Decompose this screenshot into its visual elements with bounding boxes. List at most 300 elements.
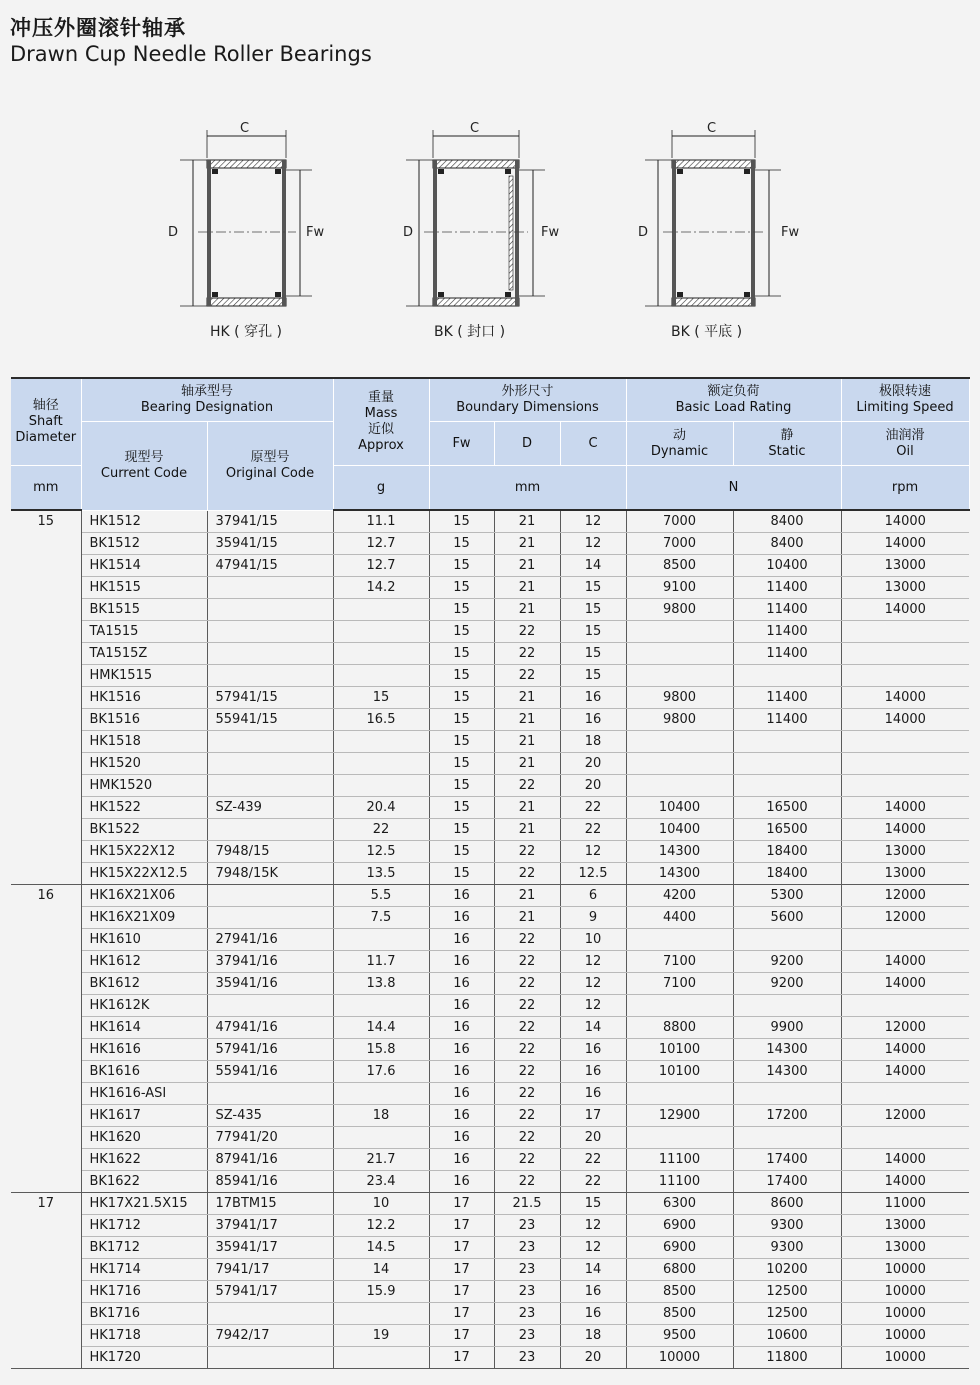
dynamic-load-cell: 4400 <box>626 907 733 929</box>
dynamic-load-cell: 7000 <box>626 510 733 533</box>
table-row <box>11 797 969 819</box>
fw-cell: 16 <box>429 973 494 995</box>
fw-cell: 15 <box>429 577 494 599</box>
static-load-cell: 8400 <box>733 510 841 533</box>
static-load-cell: 11400 <box>733 687 841 709</box>
dynamic-load-cell: 8500 <box>626 1303 733 1325</box>
table-row <box>11 687 969 709</box>
static-load-cell: 17400 <box>733 1149 841 1171</box>
d-cell: 23 <box>494 1237 560 1259</box>
mass-cell: 14.4 <box>333 1017 429 1039</box>
original-code-cell <box>207 907 333 929</box>
static-load-cell: 16500 <box>733 819 841 841</box>
current-code-cell: HK1518 <box>81 731 207 753</box>
d-cell: 21 <box>494 819 560 841</box>
fw-cell: 16 <box>429 1171 494 1193</box>
dynamic-load-cell <box>626 775 733 797</box>
d-cell: 21 <box>494 797 560 819</box>
bk-closed-diagram <box>403 121 559 340</box>
dynamic-load-cell: 7000 <box>626 533 733 555</box>
table-row <box>11 885 969 907</box>
current-code-cell: HK15X22X12.5 <box>81 863 207 885</box>
current-code-cell: BK1712 <box>81 1237 207 1259</box>
current-code-cell: BK1522 <box>81 819 207 841</box>
original-code-cell: 85941/16 <box>207 1171 333 1193</box>
original-code-cell: 37941/15 <box>207 510 333 533</box>
fw-cell: 17 <box>429 1347 494 1369</box>
table-row <box>11 1303 969 1325</box>
c-cell: 22 <box>560 1171 626 1193</box>
dynamic-load-cell: 10100 <box>626 1039 733 1061</box>
fw-cell: 15 <box>429 731 494 753</box>
table-row <box>11 599 969 621</box>
mass-cell: 18 <box>333 1105 429 1127</box>
static-load-cell: 14300 <box>733 1061 841 1083</box>
mass-cell: 15.9 <box>333 1281 429 1303</box>
table-row <box>11 577 969 599</box>
static-load-cell: 16500 <box>733 797 841 819</box>
current-code-cell: HMK1520 <box>81 775 207 797</box>
dynamic-load-cell: 11100 <box>626 1171 733 1193</box>
mass-cell <box>333 1347 429 1369</box>
static-load-cell <box>733 929 841 951</box>
table-row <box>11 863 969 885</box>
oil-speed-cell: 14000 <box>841 797 969 819</box>
mass-cell: 22 <box>333 819 429 841</box>
table-row <box>11 621 969 643</box>
mass-cell: 15.8 <box>333 1039 429 1061</box>
table-row <box>11 775 969 797</box>
c-cell: 15 <box>560 621 626 643</box>
fw-cell: 17 <box>429 1193 494 1215</box>
dynamic-load-cell: 9800 <box>626 709 733 731</box>
d-cell: 22 <box>494 973 560 995</box>
diagram-caption: BK ( 平底 ) <box>671 324 743 340</box>
page-title-en: Drawn Cup Needle Roller Bearings <box>10 42 372 66</box>
fw-cell: 16 <box>429 929 494 951</box>
static-load-cell: 9300 <box>733 1237 841 1259</box>
table-row <box>11 665 969 687</box>
col-c-header: C <box>560 422 626 466</box>
mass-cell <box>333 731 429 753</box>
table-row <box>11 1061 969 1083</box>
dynamic-load-cell <box>626 995 733 1017</box>
col-static-header: 静 Static <box>733 422 841 466</box>
d-cell: 21 <box>494 885 560 907</box>
fw-cell: 15 <box>429 533 494 555</box>
c-cell: 10 <box>560 929 626 951</box>
dynamic-load-cell: 10400 <box>626 797 733 819</box>
shaft-diameter-cell: 17 <box>11 1193 81 1369</box>
unit-load: N <box>626 466 841 511</box>
mass-cell: 10 <box>333 1193 429 1215</box>
table-row <box>11 1325 969 1347</box>
current-code-cell: HK1622 <box>81 1149 207 1171</box>
static-load-cell: 9200 <box>733 973 841 995</box>
static-load-cell: 8600 <box>733 1193 841 1215</box>
table-row <box>11 533 969 555</box>
fw-cell: 15 <box>429 687 494 709</box>
c-cell: 16 <box>560 1061 626 1083</box>
oil-speed-cell: 10000 <box>841 1347 969 1369</box>
oil-speed-cell: 10000 <box>841 1281 969 1303</box>
dynamic-load-cell: 4200 <box>626 885 733 907</box>
static-load-cell: 9900 <box>733 1017 841 1039</box>
c-cell: 12 <box>560 510 626 533</box>
original-code-cell: 35941/16 <box>207 973 333 995</box>
current-code-cell: TA1515 <box>81 621 207 643</box>
c-cell: 22 <box>560 797 626 819</box>
c-cell: 16 <box>560 709 626 731</box>
oil-speed-cell <box>841 929 969 951</box>
current-code-cell: TA1515Z <box>81 643 207 665</box>
current-code-cell: HK1617 <box>81 1105 207 1127</box>
current-code-cell: HK1714 <box>81 1259 207 1281</box>
col-current-code-header: 现型号 Current Code <box>81 422 207 511</box>
d-cell: 22 <box>494 1105 560 1127</box>
bearing-diagram-svg <box>0 120 980 350</box>
table-row <box>11 995 969 1017</box>
unit-speed: rpm <box>841 466 969 511</box>
dynamic-load-cell <box>626 621 733 643</box>
table-row <box>11 1127 969 1149</box>
c-cell: 15 <box>560 577 626 599</box>
oil-speed-cell: 14000 <box>841 1149 969 1171</box>
mass-cell: 15 <box>333 687 429 709</box>
current-code-cell: HK1718 <box>81 1325 207 1347</box>
table-row <box>11 1149 969 1171</box>
fw-cell: 16 <box>429 1039 494 1061</box>
c-cell: 22 <box>560 819 626 841</box>
static-load-cell <box>733 1083 841 1105</box>
original-code-cell: 7948/15K <box>207 863 333 885</box>
fw-cell: 15 <box>429 599 494 621</box>
c-cell: 14 <box>560 1259 626 1281</box>
oil-speed-cell: 12000 <box>841 885 969 907</box>
oil-speed-cell: 10000 <box>841 1325 969 1347</box>
dynamic-load-cell: 6300 <box>626 1193 733 1215</box>
original-code-cell: 7948/15 <box>207 841 333 863</box>
oil-speed-cell: 12000 <box>841 1105 969 1127</box>
c-cell: 9 <box>560 907 626 929</box>
original-code-cell: 7941/17 <box>207 1259 333 1281</box>
original-code-cell: 7942/17 <box>207 1325 333 1347</box>
oil-speed-cell <box>841 1083 969 1105</box>
c-cell: 20 <box>560 1347 626 1369</box>
bearing-diagrams <box>0 120 980 350</box>
fw-cell: 16 <box>429 1083 494 1105</box>
static-load-cell: 17200 <box>733 1105 841 1127</box>
mass-cell <box>333 643 429 665</box>
oil-speed-cell <box>841 775 969 797</box>
d-cell: 22 <box>494 995 560 1017</box>
c-cell: 12.5 <box>560 863 626 885</box>
d-cell: 21 <box>494 599 560 621</box>
diagram-caption: HK ( 穿孔 ) <box>210 324 282 340</box>
current-code-cell: HK1612K <box>81 995 207 1017</box>
oil-speed-cell: 14000 <box>841 951 969 973</box>
fw-cell: 15 <box>429 863 494 885</box>
static-load-cell <box>733 731 841 753</box>
table-row <box>11 841 969 863</box>
table-row <box>11 709 969 731</box>
mass-cell: 12.2 <box>333 1215 429 1237</box>
d-cell: 22 <box>494 929 560 951</box>
c-cell: 12 <box>560 951 626 973</box>
original-code-cell: 37941/17 <box>207 1215 333 1237</box>
oil-speed-cell: 10000 <box>841 1303 969 1325</box>
oil-speed-cell: 13000 <box>841 1215 969 1237</box>
d-cell: 23 <box>494 1347 560 1369</box>
d-cell: 21 <box>494 577 560 599</box>
table-row <box>11 1347 969 1369</box>
col-load-header: 额定负荷 Basic Load Rating <box>626 378 841 422</box>
current-code-cell: HK1522 <box>81 797 207 819</box>
current-code-cell: HK1616 <box>81 1039 207 1061</box>
c-cell: 18 <box>560 1325 626 1347</box>
d-cell: 22 <box>494 863 560 885</box>
d-cell: 21 <box>494 731 560 753</box>
dim-d-label: D <box>403 225 414 240</box>
current-code-cell: BK1516 <box>81 709 207 731</box>
oil-speed-cell: 14000 <box>841 1039 969 1061</box>
static-load-cell: 10400 <box>733 555 841 577</box>
original-code-cell: 27941/16 <box>207 929 333 951</box>
current-code-cell: HK1515 <box>81 577 207 599</box>
oil-speed-cell <box>841 643 969 665</box>
fw-cell: 15 <box>429 665 494 687</box>
unit-shaft: mm <box>11 466 81 511</box>
oil-speed-cell: 13000 <box>841 1237 969 1259</box>
oil-speed-cell <box>841 621 969 643</box>
table-row <box>11 555 969 577</box>
d-cell: 22 <box>494 643 560 665</box>
original-code-cell: 35941/17 <box>207 1237 333 1259</box>
oil-speed-cell <box>841 665 969 687</box>
d-cell: 22 <box>494 841 560 863</box>
table-row <box>11 1237 969 1259</box>
col-d-header: D <box>494 422 560 466</box>
hk-through-diagram <box>168 121 324 340</box>
c-cell: 12 <box>560 995 626 1017</box>
current-code-cell: BK1515 <box>81 599 207 621</box>
mass-cell: 11.1 <box>333 510 429 533</box>
c-cell: 16 <box>560 687 626 709</box>
d-cell: 21 <box>494 907 560 929</box>
original-code-cell: SZ-439 <box>207 797 333 819</box>
c-cell: 15 <box>560 599 626 621</box>
table-row <box>11 1281 969 1303</box>
current-code-cell: BK1616 <box>81 1061 207 1083</box>
c-cell: 16 <box>560 1303 626 1325</box>
c-cell: 15 <box>560 643 626 665</box>
table-row <box>11 731 969 753</box>
d-cell: 23 <box>494 1303 560 1325</box>
mass-cell <box>333 599 429 621</box>
fw-cell: 17 <box>429 1325 494 1347</box>
current-code-cell: HK1712 <box>81 1215 207 1237</box>
oil-speed-cell: 13000 <box>841 577 969 599</box>
original-code-cell <box>207 643 333 665</box>
fw-cell: 15 <box>429 841 494 863</box>
original-code-cell <box>207 665 333 687</box>
mass-cell: 12.7 <box>333 555 429 577</box>
c-cell: 20 <box>560 753 626 775</box>
c-cell: 12 <box>560 533 626 555</box>
current-code-cell: HK1716 <box>81 1281 207 1303</box>
dynamic-load-cell: 11100 <box>626 1149 733 1171</box>
d-cell: 22 <box>494 1149 560 1171</box>
oil-speed-cell: 12000 <box>841 907 969 929</box>
original-code-cell <box>207 753 333 775</box>
dynamic-load-cell: 9800 <box>626 687 733 709</box>
original-code-cell <box>207 621 333 643</box>
oil-speed-cell: 14000 <box>841 709 969 731</box>
col-designation-header: 轴承型号 Bearing Designation <box>81 378 333 422</box>
dynamic-load-cell: 6900 <box>626 1237 733 1259</box>
original-code-cell: 57941/16 <box>207 1039 333 1061</box>
static-load-cell: 8400 <box>733 533 841 555</box>
d-cell: 21 <box>494 687 560 709</box>
mass-cell <box>333 1127 429 1149</box>
fw-cell: 17 <box>429 1281 494 1303</box>
d-cell: 23 <box>494 1215 560 1237</box>
dynamic-load-cell <box>626 1083 733 1105</box>
c-cell: 22 <box>560 1149 626 1171</box>
static-load-cell: 14300 <box>733 1039 841 1061</box>
mass-cell <box>333 929 429 951</box>
table-row <box>11 1017 969 1039</box>
oil-speed-cell: 14000 <box>841 819 969 841</box>
d-cell: 22 <box>494 951 560 973</box>
fw-cell: 15 <box>429 510 494 533</box>
dynamic-load-cell <box>626 731 733 753</box>
dynamic-load-cell <box>626 643 733 665</box>
d-cell: 22 <box>494 1039 560 1061</box>
fw-cell: 15 <box>429 753 494 775</box>
fw-cell: 15 <box>429 621 494 643</box>
static-load-cell: 17400 <box>733 1171 841 1193</box>
mass-cell <box>333 665 429 687</box>
oil-speed-cell: 14000 <box>841 510 969 533</box>
fw-cell: 17 <box>429 1259 494 1281</box>
c-cell: 12 <box>560 1237 626 1259</box>
current-code-cell: HK15X22X12 <box>81 841 207 863</box>
mass-cell <box>333 995 429 1017</box>
mass-cell <box>333 1303 429 1325</box>
static-load-cell: 5600 <box>733 907 841 929</box>
original-code-cell: 57941/15 <box>207 687 333 709</box>
c-cell: 12 <box>560 1215 626 1237</box>
current-code-cell: BK1716 <box>81 1303 207 1325</box>
table-row <box>11 1259 969 1281</box>
static-load-cell: 12500 <box>733 1281 841 1303</box>
shaft-diameter-cell: 16 <box>11 885 81 1193</box>
current-code-cell: HK16X21X06 <box>81 885 207 907</box>
oil-speed-cell: 13000 <box>841 555 969 577</box>
static-load-cell: 11400 <box>733 599 841 621</box>
dynamic-load-cell: 6900 <box>626 1215 733 1237</box>
mass-cell: 20.4 <box>333 797 429 819</box>
original-code-cell: 37941/16 <box>207 951 333 973</box>
d-cell: 22 <box>494 665 560 687</box>
fw-cell: 16 <box>429 885 494 907</box>
c-cell: 15 <box>560 1193 626 1215</box>
d-cell: 21 <box>494 753 560 775</box>
table-row <box>11 951 969 973</box>
dynamic-load-cell: 14300 <box>626 841 733 863</box>
table-row <box>11 1171 969 1193</box>
dynamic-load-cell <box>626 929 733 951</box>
mass-cell: 11.7 <box>333 951 429 973</box>
page-title-cn: 冲压外圈滚针轴承 <box>10 16 186 40</box>
current-code-cell: HK1516 <box>81 687 207 709</box>
d-cell: 22 <box>494 621 560 643</box>
fw-cell: 16 <box>429 1127 494 1149</box>
fw-cell: 17 <box>429 1215 494 1237</box>
fw-cell: 16 <box>429 907 494 929</box>
current-code-cell: HK1610 <box>81 929 207 951</box>
mass-cell <box>333 753 429 775</box>
col-oil-header: 油润滑 Oil <box>841 422 969 466</box>
dim-fw-label: Fw <box>781 225 800 240</box>
static-load-cell: 11800 <box>733 1347 841 1369</box>
current-code-cell: HK16X21X09 <box>81 907 207 929</box>
d-cell: 23 <box>494 1259 560 1281</box>
table-row <box>11 973 969 995</box>
original-code-cell: 55941/15 <box>207 709 333 731</box>
spec-table-body <box>11 510 969 1369</box>
col-speed-header: 极限转速 Limiting Speed <box>841 378 969 422</box>
dynamic-load-cell: 7100 <box>626 951 733 973</box>
original-code-cell: 35941/15 <box>207 533 333 555</box>
static-load-cell: 9200 <box>733 951 841 973</box>
d-cell: 22 <box>494 1083 560 1105</box>
d-cell: 21.5 <box>494 1193 560 1215</box>
current-code-cell: HK1514 <box>81 555 207 577</box>
static-load-cell: 18400 <box>733 841 841 863</box>
c-cell: 15 <box>560 665 626 687</box>
d-cell: 23 <box>494 1281 560 1303</box>
fw-cell: 17 <box>429 1303 494 1325</box>
fw-cell: 15 <box>429 797 494 819</box>
dim-c-label: C <box>240 121 250 136</box>
dynamic-load-cell: 10400 <box>626 819 733 841</box>
table-row <box>11 643 969 665</box>
static-load-cell: 11400 <box>733 643 841 665</box>
fw-cell: 16 <box>429 1017 494 1039</box>
original-code-cell <box>207 775 333 797</box>
original-code-cell <box>207 1303 333 1325</box>
dynamic-load-cell: 10100 <box>626 1061 733 1083</box>
current-code-cell: HK1616-ASI <box>81 1083 207 1105</box>
static-load-cell: 9300 <box>733 1215 841 1237</box>
col-mass-header: 重量 Mass 近似 Approx <box>333 378 429 466</box>
mass-cell: 7.5 <box>333 907 429 929</box>
dynamic-load-cell: 10000 <box>626 1347 733 1369</box>
table-row <box>11 1193 969 1215</box>
table-row <box>11 907 969 929</box>
dynamic-load-cell <box>626 1127 733 1149</box>
static-load-cell: 10200 <box>733 1259 841 1281</box>
table-row <box>11 1083 969 1105</box>
current-code-cell: HK17X21.5X15 <box>81 1193 207 1215</box>
c-cell: 16 <box>560 1281 626 1303</box>
dynamic-load-cell: 8800 <box>626 1017 733 1039</box>
mass-cell: 23.4 <box>333 1171 429 1193</box>
mass-cell: 12.7 <box>333 533 429 555</box>
dynamic-load-cell: 12900 <box>626 1105 733 1127</box>
